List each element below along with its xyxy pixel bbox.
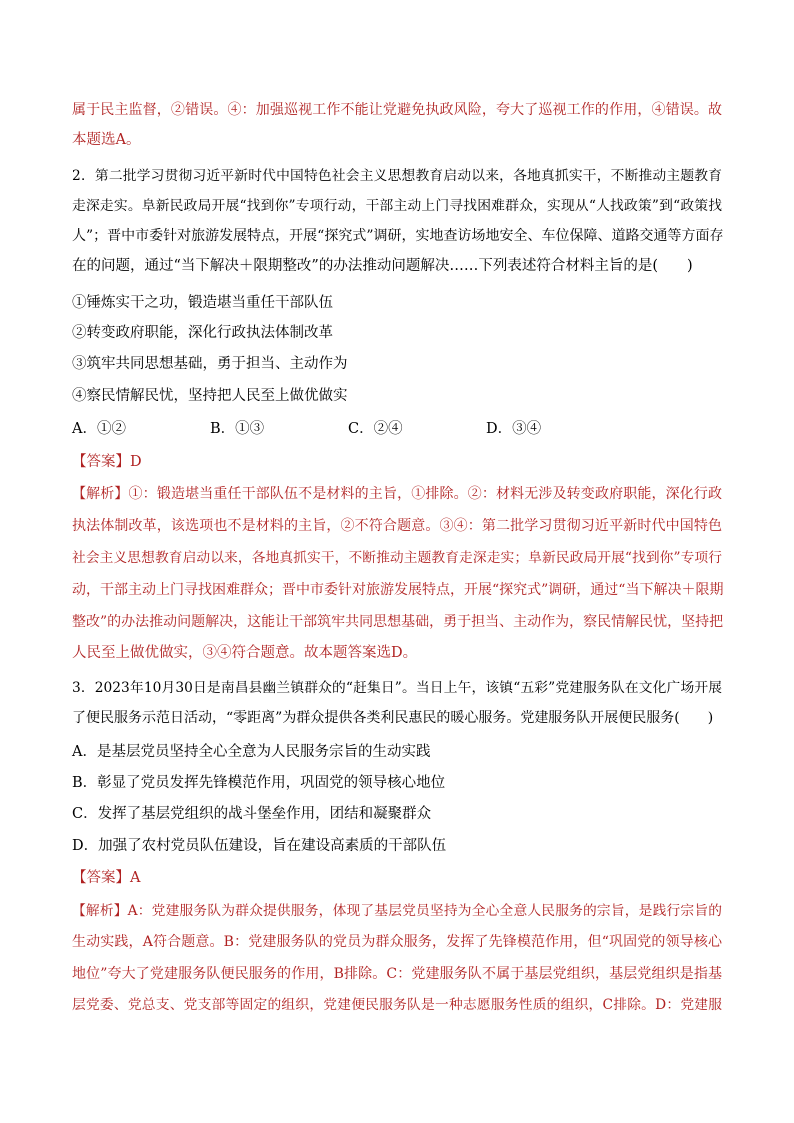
q3-option-a: A．是基层党员坚持全心全意为人民服务宗旨的生动实践 (72, 744, 431, 760)
q2-analysis-line: 动，干部主动上门寻找困难群众；晋中市委针对旅游发展特点，开展“探究式”调研，通过“当下解决＋限期 (72, 582, 724, 598)
q3-answer: 【答案】A (72, 870, 141, 886)
q2-analysis-line: 执法体制改革，该选项也不是材料的主旨，②不符合题意。③④：第二批学习贯彻习近平新时代中国特色 (72, 518, 722, 534)
q3-analysis-text: A：党建服务队为群众提供服务，体现了基层党员坚持为全心全意人民服务的宗旨，是践行宗旨的 (127, 903, 722, 919)
q2-option-a: A．①② (72, 421, 126, 437)
q3-analysis-label: 【解析】 (72, 903, 128, 919)
q2-analysis-label: 【解析】 (72, 486, 129, 502)
q2-option-d: D．③④ (486, 421, 542, 437)
q3-analysis-line: 地位”夸大了党建服务队便民服务的作用，B排除。C：党建服务队不属于基层党组织，基层党组织是指基 (72, 966, 722, 982)
q3-option-c: C．发挥了基层党组织的战斗堡垒作用，团结和凝聚群众 (72, 806, 432, 822)
q1-analysis-line: 本题选A。 (72, 132, 141, 148)
q2-analysis-line (72, 484, 722, 504)
q2-option-c: C．②④ (348, 421, 403, 437)
q2-analysis-line: 人民至上做优做实，③④符合题意。故本题答案选D。 (72, 645, 418, 661)
q3-analysis-line (72, 901, 722, 921)
q2-analysis-line: 整改”的办法推动问题解决，这能让干部筑牢共同思想基础，勇于担当、主动作为，察民情解民忧，坚持把 (72, 614, 724, 630)
q2-stem-line: 人”；晋中市委针对旅游发展特点，开展“探究式”调研，实地查访场地安全、车位保障、道路交通等方面存 (72, 228, 724, 244)
q2-analysis-text: ①：锻造堪当重任干部队伍不是材料的主旨，①排除。②：材料无涉及转变政府职能，深化行政 (128, 486, 723, 502)
q2-stem-line: 2．第二批学习贯彻习近平新时代中国特色社会主义思想教育启动以来，各地真抓实干，不断推动主题教育 (72, 168, 722, 184)
q1-analysis-line: 属于民主监督，②错误。④：加强巡视工作不能让党避免执政风险，夸大了巡视工作的作用，④错误。故 (72, 102, 722, 118)
q2-stem-line: 走深走实。阜新民政局开展“找到你”专项行动，干部主动上门寻找困难群众，实现从“人找政策”到“政策找 (72, 198, 722, 214)
q3-analysis-line: 层党委、党总支、党支部等固定的组织，党建便民服务队是一种志愿服务性质的组织，C排除。D：党建服 (72, 997, 722, 1013)
q2-item: ③筑牢共同思想基础，勇于担当、主动作为 (72, 356, 348, 372)
q2-options (72, 419, 722, 439)
q2-stem-line: 在的问题，通过“当下解决＋限期整改”的办法推动问题解决……下列表述符合材料主旨的是( ) (72, 258, 693, 274)
q2-option-b: B．①③ (210, 421, 265, 437)
q2-item: ④察民情解民忧，坚持把人民至上做优做实 (72, 388, 348, 404)
q3-analysis-line: 生动实践，A符合题意。B：党建服务队的党员为群众服务，发挥了先锋模范作用，但“巩固党的领导核心 (72, 934, 722, 950)
q3-option-d: D．加强了农村党员队伍建设，旨在建设高素质的干部队伍 (72, 838, 447, 854)
q3-stem-line: 3．2023年10月30日是南昌县幽兰镇群众的“赶集日”。当日上午，该镇“五彩”党建服务队在文化广场开展 (72, 680, 722, 696)
q2-item: ①锤炼实干之功，锻造堪当重任干部队伍 (72, 295, 333, 311)
q3-option-b: B．彰显了党员发挥先锋模范作用，巩固党的领导核心地位 (72, 775, 446, 791)
q2-answer: 【答案】D (72, 454, 142, 470)
q3-stem-line: 了便民服务示范日活动，“零距离”为群众提供各类利民惠民的暖心服务。党建服务队开展便民服务( ) (72, 710, 714, 726)
q2-item: ②转变政府职能，深化行政执法体制改革 (72, 325, 333, 341)
q2-analysis-line: 社会主义思想教育启动以来，各地真抓实干，不断推动主题教育走深走实；阜新民政局开展“找到你”专项行 (72, 550, 722, 566)
